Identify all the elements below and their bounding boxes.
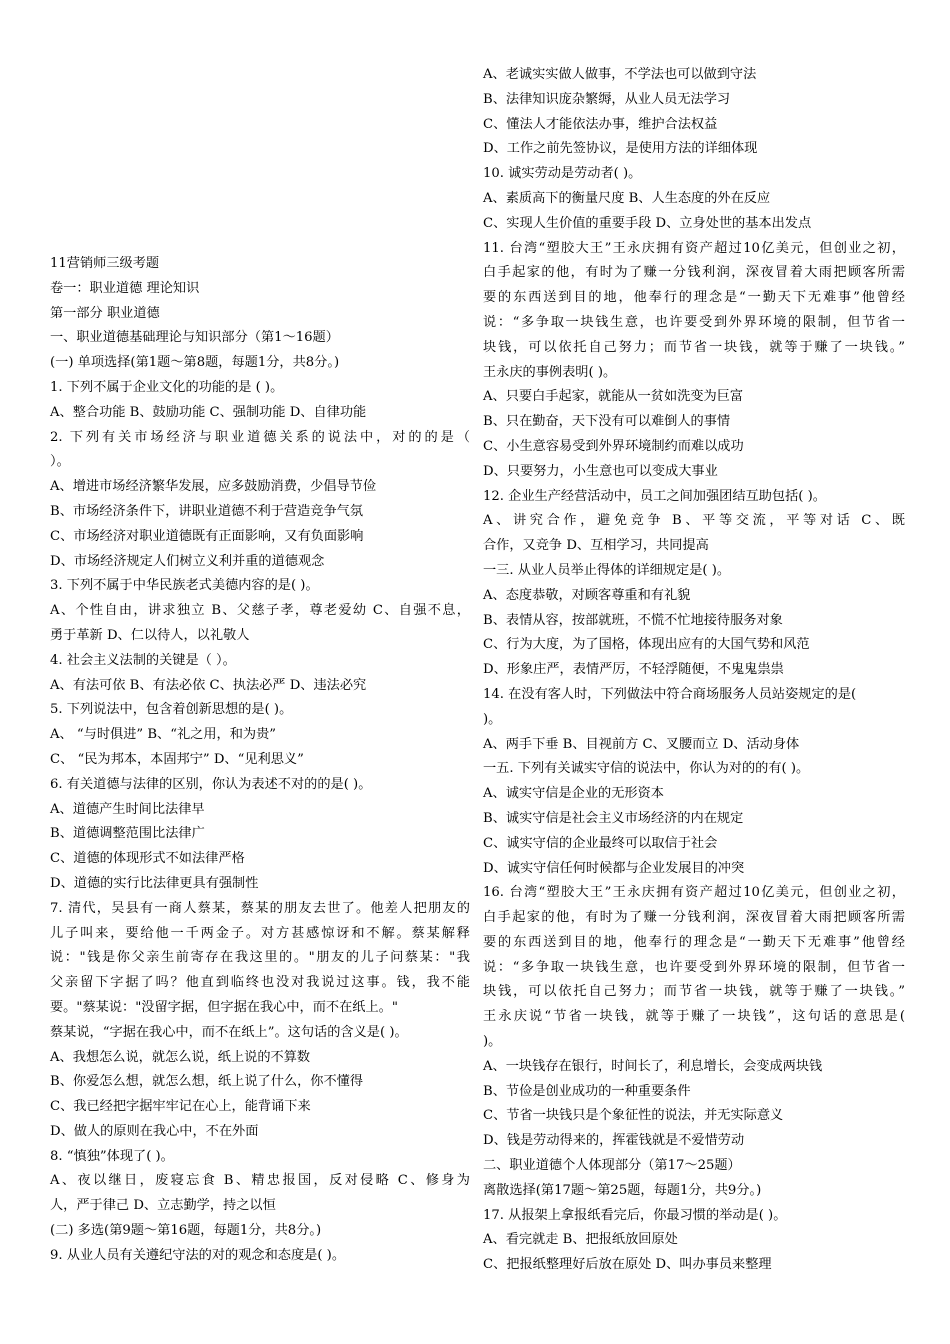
text-line: D、只要努力，小生意也可以变成大事业 [483, 463, 718, 479]
text-line: 要的东西送到目的地，他奉行的理念是“一勤天下无难事”他曾经 [483, 290, 905, 306]
text-line: A、一块钱存在银行，时间长了，利息增长，会变成两块钱 [483, 1058, 823, 1074]
text-line: 王永庆说“节省一块钱，就等于赚了一块钱”，这句话的意思是( [483, 1009, 905, 1025]
text-line: )。 [483, 711, 502, 727]
text-line: C、道德的体现形式不如法律严格 [50, 851, 245, 867]
text-line: 8. “慎独”体现了( )。 [50, 1148, 174, 1164]
text-line: 一五. 下列有关诚实守信的说法中，你认为对的的有( )。 [483, 761, 810, 777]
text-line: A、个性自由，讲求独立 B、父慈子孝，尊老爱幼 C、自强不息， [50, 603, 470, 619]
text-line: D、工作之前先签协议，是使用方法的详细体现 [483, 141, 758, 157]
text-line: 14. 在没有客人时，下列做法中符合商场服务人员站姿规定的是( [483, 686, 857, 702]
text-line: 1. 下列不属于企业文化的功能的是 ( )。 [50, 379, 284, 395]
text-line: 11. 台湾“塑胶大王”王永庆拥有资产超过10亿美元，但创业之初， [483, 240, 905, 256]
text-line: C、实现人生价值的重要手段 D、立身处世的基本出发点 [483, 215, 812, 231]
text-line: 要。"蔡某说："没留字据，但字据在我心中，而不在纸上。" [50, 999, 398, 1015]
text-line: D、市场经济规定人们树立义利并重的道德观念 [50, 553, 325, 569]
text-line: A、两手下垂 B、目视前方 C、叉腰而立 D、活动身体 [483, 736, 800, 752]
text-line: 6. 有关道德与法律的区别，你认为表述不对的的是( )。 [50, 776, 372, 792]
text-line: A、态度恭敬，对顾客尊重和有礼貌 [483, 587, 691, 603]
text-line: 卷一：职业道德 理论知识 [50, 280, 200, 296]
text-line: )。 [483, 1034, 502, 1050]
text-line: 王永庆的事例表明( )。 [483, 364, 617, 380]
text-line: 父亲留下字据了吗？他直到临终也没对我说过这事。钱，我不能 [50, 975, 470, 991]
text-line: D、钱是劳动得来的，挥霍钱就是不爱惜劳动 [483, 1133, 745, 1149]
left-column [50, 0, 470, 1269]
text-line: 说：“多争取一块钱生意，也许要受到外界环境的限制，但节省一 [483, 314, 905, 330]
text-line: 9. 从业人员有关遵纪守法的对的观念和态度是( )。 [50, 1247, 346, 1263]
text-line: 17. 从报架上拿报纸看完后，你最习惯的举动是( )。 [483, 1207, 787, 1223]
text-line: 一、职业道德基础理论与知识部分（第1～16题） [50, 330, 339, 346]
text-line: 离散选择(第17题～第25题，每题1分，共9分。) [483, 1182, 762, 1198]
text-line: D、道德的实行比法律更具有强制性 [50, 875, 259, 891]
text-line: A、看完就走 B、把报纸放回原处 [483, 1232, 678, 1248]
text-line: 4. 社会主义法制的关键是（ ）。 [50, 652, 236, 668]
text-line: B、法律知识庞杂繁缛，从业人员无法学习 [483, 91, 731, 107]
text-line: A、整合功能 B、鼓励功能 C、强制功能 D、自律功能 [50, 404, 367, 420]
text-line: C、把报纸整理好后放在原处 D、叫办事员来整理 [483, 1257, 772, 1273]
text-line: D、诚实守信任何时候都与企业发展目的冲突 [483, 860, 745, 876]
text-line: 11营销师三级考题 [50, 256, 160, 271]
text-line: ）。 [50, 454, 70, 470]
text-line: 蔡某说，“字据在我心中，而不在纸上”。这句话的含义是( )。 [50, 1024, 408, 1040]
text-line: 一三. 从业人员举止得体的详细规定是( )。 [483, 562, 731, 578]
text-line: 人，严于律己 D、立志勤学，持之以恒 [50, 1198, 276, 1214]
text-line: C、行为大度，为了国格，体现出应有的大国气势和风范 [483, 637, 810, 653]
text-line: A、只要白手起家，就能从一贫如洗变为巨富 [483, 389, 744, 405]
text-line: C、我已经把字据牢牢记在心上，能背诵下来 [50, 1099, 311, 1115]
text-line: 白手起家的他，有时为了赚一分钱利润，深夜冒着大雨把顾客所需 [483, 910, 905, 926]
text-line: A、老诚实实做人做事，不学法也可以做到守法 [483, 67, 757, 82]
text-line: A、 “与时俱进” B、“礼之用，和为贵” [50, 727, 277, 743]
text-line: B、表情从容，按部就班，不慌不忙地接待服务对象 [483, 612, 783, 628]
text-line: A、增进市场经济繁华发展，应多鼓励消费，少倡导节俭 [50, 479, 377, 495]
text-line: C、小生意容易受到外界环境制约而难以成功 [483, 438, 744, 454]
text-line: A、素质高下的衡量尺度 B、人生态度的外在反应 [483, 190, 771, 206]
text-line: 儿子叫来，要给他一千两金子。对方甚感惊讶和不解。蔡某解释 [50, 925, 470, 941]
text-line: B、道德调整范围比法律广 [50, 826, 205, 842]
text-line: 二、职业道德个人体现部分（第17～25题） [483, 1158, 741, 1174]
text-line: A、诚实守信是企业的无形资本 [483, 786, 664, 802]
text-line: D、形象庄严，表情严厉，不轻浮随便，不鬼鬼祟祟 [483, 662, 784, 678]
text-line: 16. 台湾“塑胶大王”王永庆拥有资产超过10亿美元，但创业之初， [483, 885, 905, 901]
text-line: (一) 单项选择(第1题～第8题，每题1分，共8分。) [50, 355, 340, 371]
text-line: C、市场经济对职业道德既有正面影响，又有负面影响 [50, 528, 364, 544]
text-line: C、节省一块钱只是个象征性的说法，并无实际意义 [483, 1108, 784, 1124]
text-line: 7. 清代，吴县有一商人蔡某，蔡某的朋友去世了。他差人把朋友的 [50, 900, 470, 916]
text-line: B、你爱怎么想，就怎么想，纸上说了什么，你不懂得 [50, 1074, 364, 1090]
text-line: 勇于革新 D、仁以待人，以礼敬人 [50, 627, 250, 643]
text-line: 白手起家的他，有时为了赚一分钱利润，深夜冒着大雨把顾客所需 [483, 265, 905, 281]
text-line: A、讲究合作，避免竞争 B、平等交流，平等对话 C、既 [483, 513, 905, 529]
text-line: (二) 多选(第9题～第16题，每题1分，共8分。) [50, 1223, 322, 1239]
text-line: 2. 下列有关市场经济与职业道德关系的说法中，对的的是（ [50, 429, 470, 445]
right-column [483, 0, 905, 1278]
text-line: A、道德产生时间比法律早 [50, 801, 205, 817]
text-line: 12. 企业生产经营活动中，员工之间加强团结互助包括( )。 [483, 488, 826, 504]
text-line: B、节俭是创业成功的一种重要条件 [483, 1083, 691, 1099]
text-line: A、我想怎么说，就怎么说，纸上说的不算数 [50, 1049, 311, 1065]
text-line: 10. 诚实劳动是劳动者( )。 [483, 166, 642, 182]
text-line: 要的东西送到目的地，他奉行的理念是“一勤天下无难事”他曾经 [483, 934, 905, 950]
text-line: 第一部分 职业道德 [50, 305, 160, 321]
text-line: D、做人的原则在我心中，不在外面 [50, 1123, 259, 1139]
text-line: 说："钱是你父亲生前寄存在我这里的。"朋友的儿子问蔡某："我 [50, 950, 470, 966]
text-line: 合作，又竞争 D、互相学习，共同提高 [483, 538, 709, 554]
text-line: A、有法可依 B、有法必依 C、执法必严 D、违法必究 [50, 677, 367, 693]
text-line: B、只在勤奋，天下没有可以难倒人的事情 [483, 414, 731, 430]
text-line: 块钱，可以依托自己努力；而节省一块钱，就等于赚了一块钱。” [483, 984, 905, 1000]
text-line: C、诚实守信的企业最终可以取信于社会 [483, 835, 718, 851]
text-line: 块钱，可以依托自己努力；而节省一块钱，就等于赚了一块钱。” [483, 339, 905, 355]
text-line: 5. 下列说法中，包含着创新思想的是( )。 [50, 702, 293, 718]
text-line: 说：“多争取一块钱生意，也许要受到外界环境的限制，但节省一 [483, 959, 905, 975]
text-line: B、诚实守信是社会主义市场经济的内在规定 [483, 810, 744, 826]
text-line: C、 “民为邦本，本固邦宁” D、“见利思义” [50, 751, 304, 767]
text-line: 3. 下列不属于中华民族老式美德内容的是( )。 [50, 578, 319, 594]
text-line: B、市场经济条件下，讲职业道德不利于营造竞争气氛 [50, 503, 364, 519]
text-line: C、懂法人才能依法办事，维护合法权益 [483, 116, 718, 132]
text-line: A、夜以继日，废寝忘食 B、精忠报国，反对侵略 C、修身为 [50, 1173, 470, 1189]
